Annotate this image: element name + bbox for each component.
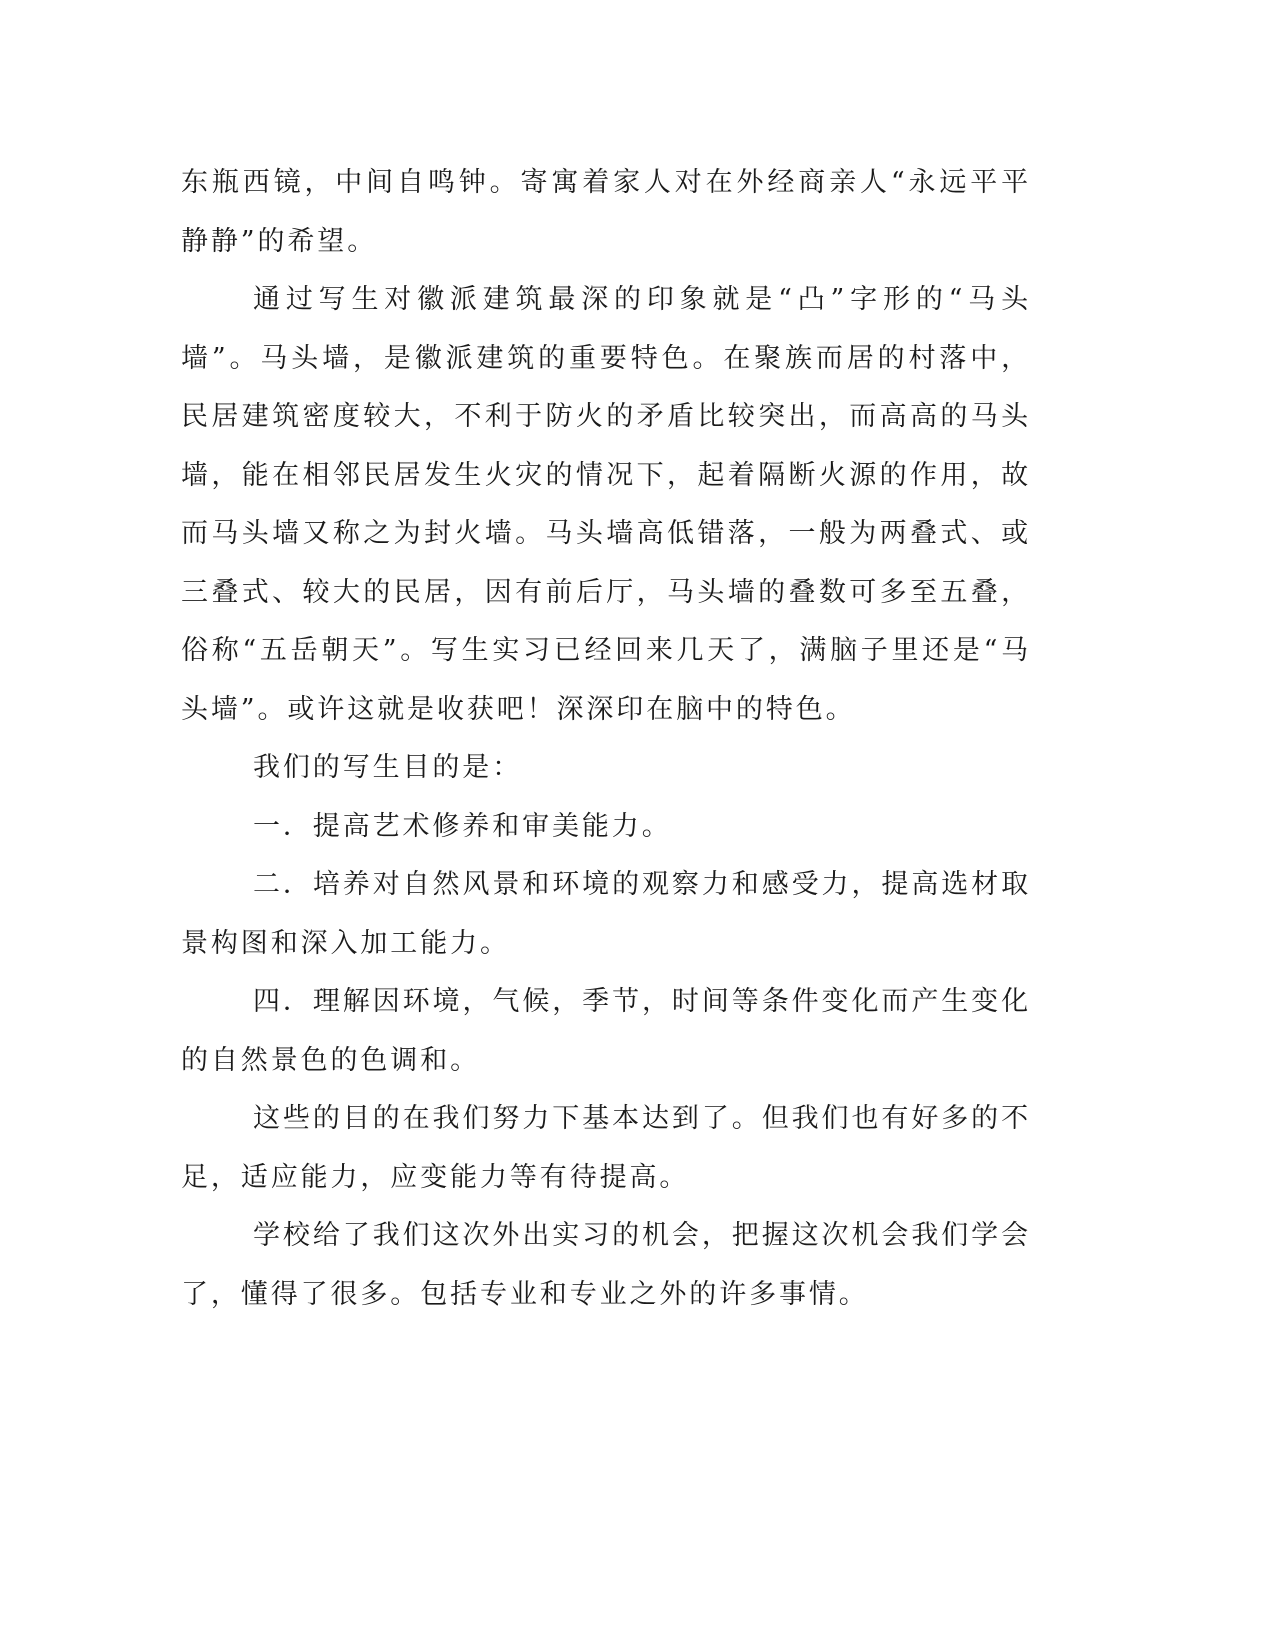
paragraph-purpose-heading: 我们的写生目的是： — [253, 752, 523, 783]
document-body — [181, 154, 1031, 1324]
paragraph-shortcomings: 这些的目的在我们努力下基本达到了。但我们也有好多的不足，适应能力，应变能力等有待提高。 — [181, 1103, 1031, 1193]
paragraph-continuation: 东瓶西镜，中间自鸣钟。寄寓着家人对在外经商亲人“永远平平静静”的希望。 — [181, 167, 1031, 257]
paragraph-purpose-one: 一．提高艺术修养和审美能力。 — [253, 810, 672, 842]
paragraph-purpose-four: 四．理解因环境，气候，季节，时间等条件变化而产生变化的自然景色的色调和。 — [181, 986, 1031, 1076]
paragraph-conclusion: 学校给了我们这次外出实习的机会，把握这次机会我们学会了，懂得了很多。包括专业和专业之外的许多事情。 — [181, 1220, 1031, 1310]
paragraph-purpose-two: 二．培养对自然风景和环境的观察力和感受力，提高选材取景构图和深入加工能力。 — [181, 869, 1031, 959]
paragraph-horse-head-wall: 通过写生对徽派建筑最深的印象就是“凸”字形的“马头墙”。马头墙，是徽派建筑的重要特色。在聚族而居的村落中，民居建筑密度较大，不利于防火的矛盾比较突出，而高高的马头墙，能在相邻民居发生火灾的情况下，起着隔断火源的作用，故而马头墙又称之为封火墙。马头墙高低错落，一般为两叠式、或三叠式、较大的民居，因有前后厅，马头墙的叠数可多至五叠，俗称“五岳朝天”。写生实习已经回来几天了，满脑子里还是“马头墙”。或许这就是收获吧！深深印在脑中的特色。 — [181, 284, 1031, 725]
